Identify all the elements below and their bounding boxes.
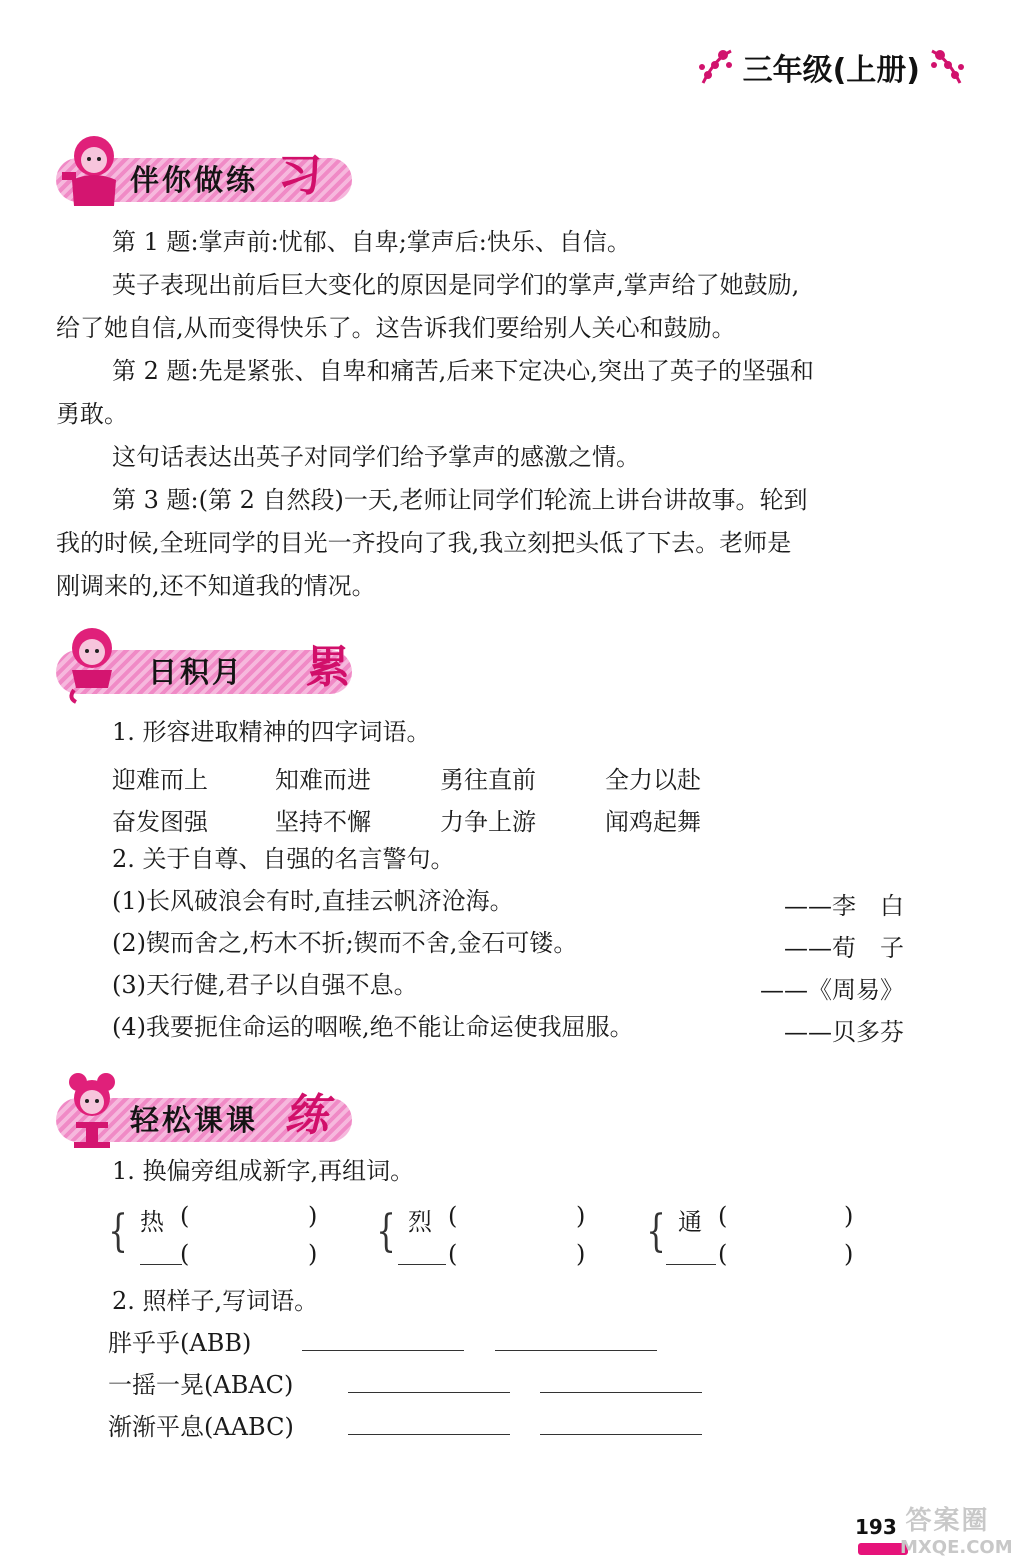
section-title: 轻松课课 [130,1103,259,1137]
paren-close: ) [844,1202,854,1230]
mascot-icon [58,1066,124,1152]
paren-open: ( [448,1240,458,1268]
blank-char[interactable] [398,1244,446,1265]
quote-author: ——李 白 [784,892,904,920]
section-big-char: 练 [284,1090,328,1141]
mascot-icon [58,126,124,212]
brace: { [646,1206,666,1257]
answer-line: 第 1 题:掌声前:忧郁、自卑;掌声后:快乐、自信。 [112,228,631,256]
brace: { [108,1206,128,1257]
pattern-label: 一摇一晃(ABAC) [108,1371,294,1399]
paren-open: ( [180,1240,190,1268]
idiom-word: 坚持不懈 [275,808,371,836]
grade-label: 三年级(上册) [742,53,920,88]
idiom-word: 力争上游 [440,808,536,836]
brace: { [376,1206,396,1257]
idiom-word: 知难而进 [275,766,371,794]
question-label: 1. 形容进取精神的四字词语。 [112,718,431,746]
section-big-char: 习 [278,150,322,201]
blank-char[interactable] [666,1244,716,1265]
paren-close: ) [576,1240,586,1268]
paren-close: ) [576,1202,586,1230]
blank-char[interactable] [140,1244,182,1265]
answer-line: 勇敢。 [56,400,128,428]
question-label: 2. 关于自尊、自强的名言警句。 [112,845,455,873]
section-banner-accumulate [56,640,356,702]
section-banner-practice [56,148,356,210]
section-banner-lesson-practice [56,1088,376,1150]
quote-text: (1)长风破浪会有时,直挂云帆济沧海。 [112,887,514,915]
section-big-char: 累 [306,642,350,693]
answer-line-blank[interactable] [495,1350,657,1351]
answer-line: 第 3 题:(第 2 自然段)一天,老师让同学们轮流上讲台讲故事。轮到 [112,486,808,514]
answer-line: 给了她自信,从而变得快乐了。这告诉我们要给别人关心和鼓励。 [56,314,736,342]
watermark-bottom: MXQE.COM [900,1537,1013,1558]
pattern-label: 渐渐平息(AABC) [108,1413,294,1441]
paren-close: ) [308,1240,318,1268]
quote-text: (2)锲而舍之,朽木不折;锲而不舍,金石可镂。 [112,929,578,957]
section-title: 日积月 [148,655,245,689]
page-number: 193 [855,1515,897,1539]
paren-open: ( [718,1202,728,1230]
question-label: 2. 照样子,写词语。 [112,1287,319,1315]
answer-line-blank[interactable] [302,1350,464,1351]
idiom-word: 全力以赴 [605,766,701,794]
mascot-icon [58,618,124,704]
paren-close: ) [308,1202,318,1230]
answer-line: 刚调来的,还不知道我的情况。 [56,572,376,600]
answer-line-blank[interactable] [540,1392,702,1393]
quote-text: (3)天行健,君子以自强不息。 [112,971,418,999]
quote-text: (4)我要扼住命运的咽喉,绝不能让命运使我屈服。 [112,1013,634,1041]
idiom-word: 奋发图强 [112,808,208,836]
char-given: 热 [140,1208,164,1236]
idiom-word: 勇往直前 [440,766,536,794]
answer-line-blank[interactable] [348,1392,510,1393]
watermark [900,1500,1013,1562]
watermark-top: 答案圈 [905,1506,990,1536]
answer-line: 这句话表达出英子对同学们给予掌声的感激之情。 [112,443,640,471]
paren-open: ( [718,1240,728,1268]
idiom-word: 闻鸡起舞 [605,808,701,836]
answer-line-blank[interactable] [540,1434,702,1435]
quote-author: ——荀 子 [784,934,904,962]
idiom-word: 迎难而上 [112,766,208,794]
flourish-left-icon [693,45,737,89]
answer-line: 英子表现出前后巨大变化的原因是同学们的掌声,掌声给了她鼓励, [112,271,800,299]
answer-line: 我的时候,全班同学的目光一齐投向了我,我立刻把头低了下去。老师是 [56,529,792,557]
question-label: 1. 换偏旁组成新字,再组词。 [112,1157,415,1185]
section-title: 伴你做练 [130,163,259,197]
char-given: 烈 [408,1208,432,1236]
quote-author: ——《周易》 [760,976,904,1004]
quote-author: ——贝多芬 [784,1018,904,1046]
flourish-right-icon [926,45,970,89]
paren-close: ) [844,1240,854,1268]
grade-header [693,42,970,92]
paren-open: ( [448,1202,458,1230]
pattern-label: 胖乎乎(ABB) [108,1329,252,1357]
paren-open: ( [180,1202,190,1230]
answer-line-blank[interactable] [348,1434,510,1435]
answer-line: 第 2 题:先是紧张、自卑和痛苦,后来下定决心,突出了英子的坚强和 [112,357,814,385]
char-given: 通 [678,1208,702,1236]
